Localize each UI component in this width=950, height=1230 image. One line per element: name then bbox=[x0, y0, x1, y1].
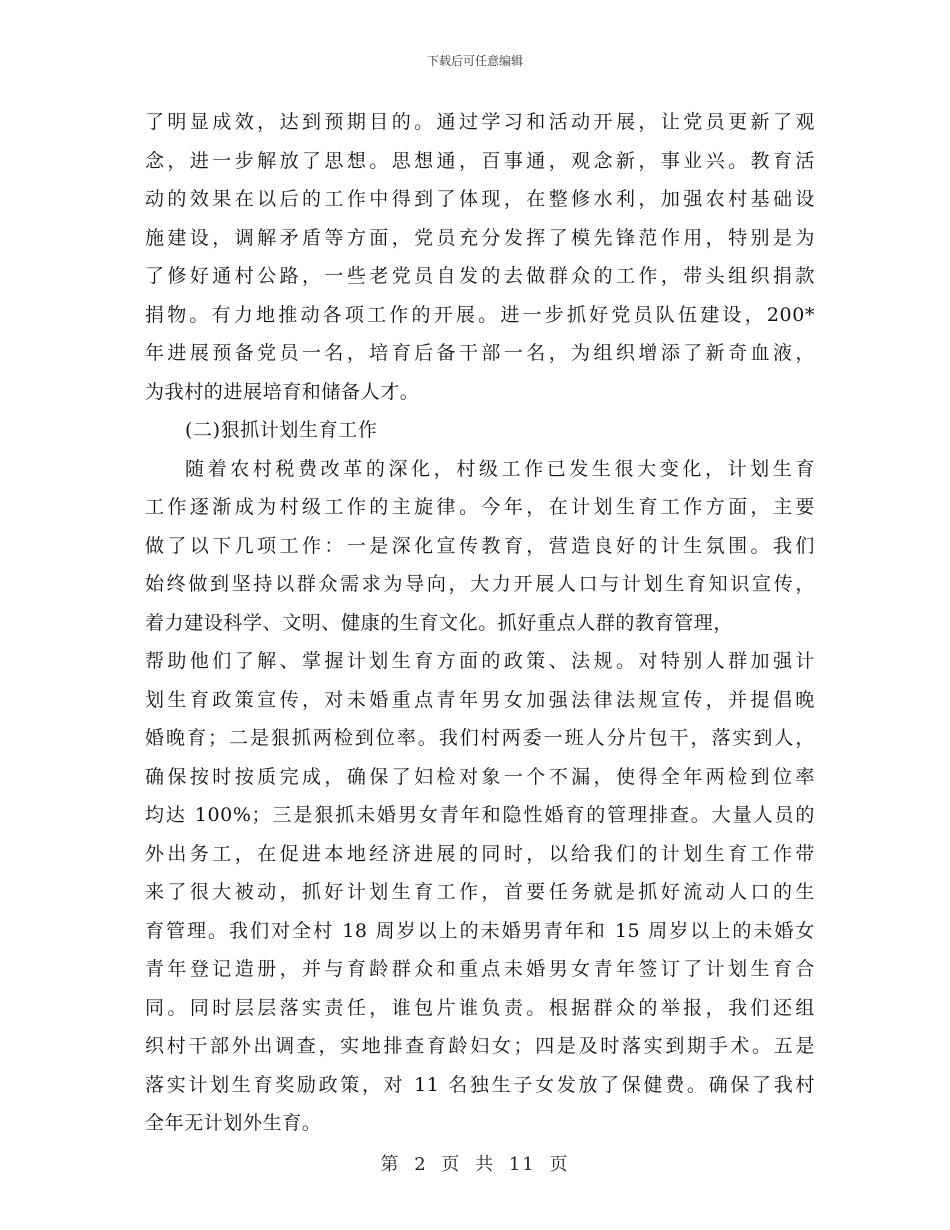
text-line: 着力建设科学、文明、健康的生育文化。抓好重点人群的教育管理， bbox=[145, 611, 734, 634]
text-line: 育管理。我们对全村 18 周岁以上的未婚男青年和 15 周岁以上的未婚女 bbox=[145, 919, 815, 942]
text-line: 了修好通村公路，一些老党员自发的去做群众的工作，带头组织捐款 bbox=[145, 265, 815, 287]
text-line: 做了以下几项工作：一是深化宣传教育，营造良好的计生氛围。我们 bbox=[145, 534, 815, 557]
text-line: 来了很大被动，抓好计划生育工作，首要任务就是抓好流动人口的生 bbox=[145, 881, 815, 903]
text-line: 施建设，调解矛盾等方面，党员充分发挥了模先锋范作用，特别是为 bbox=[145, 226, 815, 249]
text-line: 随着农村税费改革的深化，村级工作已发生很大变化，计划生育 bbox=[185, 457, 815, 480]
text-line: 外出务工，在促进本地经济进展的同时，以给我们的计划生育工作带 bbox=[145, 842, 815, 865]
text-line: 了明显成效，达到预期目的。通过学习和活动开展，让党员更新了观 bbox=[145, 111, 815, 133]
text-line: 动的效果在以后的工作中得到了体现，在整修水利，加强农村基础设 bbox=[145, 188, 815, 210]
text-line: 年进展预备党员一名，培育后备干部一名，为组织增添了新奇血液， bbox=[145, 342, 815, 364]
text-line: 为我村的进展培育和储备人才。 bbox=[145, 380, 420, 403]
page-number: 第 2 页 共 11 页 bbox=[380, 1154, 570, 1175]
text-line: 工作逐渐成为村级工作的主旋律。今年，在计划生育工作方面，主要 bbox=[145, 496, 815, 518]
text-line: 婚晚育；二是狠抓两检到位率。我们村两委一班人分片包干，落实到人， bbox=[145, 727, 815, 749]
text-line: 帮助他们了解、掌握计划生育方面的政策、法规。对特别人群加强计 bbox=[145, 650, 815, 672]
section-heading: (二)狠抓计划生育工作 bbox=[185, 419, 378, 441]
page-header-note: 下载后可任意编辑 bbox=[426, 54, 523, 68]
text-line: 落实计划生育奖励政策，对 11 名独生子女发放了保健费。确保了我村 bbox=[145, 1073, 815, 1096]
text-line: 捐物。有力地推动各项工作的开展。进一步抓好党员队伍建设，200* bbox=[145, 303, 815, 326]
text-line: 确保按时按质完成，确保了妇检对象一个不漏，使得全年两检到位率 bbox=[145, 765, 815, 788]
text-line: 青年登记造册，并与育龄群众和重点未婚男女青年签订了计划生育合 bbox=[145, 958, 815, 980]
text-line: 念，进一步解放了思想。思想通，百事通，观念新，事业兴。教育活 bbox=[145, 149, 815, 172]
text-line: 全年无计划外生育。 bbox=[145, 1112, 322, 1134]
text-line: 均达 100%；三是狠抓未婚男女青年和隐性婚育的管理排查。大量人员的 bbox=[145, 804, 815, 826]
document-body bbox=[145, 103, 815, 1143]
text-line: 始终做到坚持以群众需求为导向，大力开展人口与计划生育知识宣传， bbox=[145, 573, 815, 595]
text-line: 织村干部外出调查，实地排查育龄妇女；四是及时落实到期手术。五是 bbox=[145, 1035, 815, 1057]
text-line: 划生育政策宣传，对未婚重点青年男女加强法律法规宣传，并提倡晚 bbox=[145, 688, 815, 711]
text-line: 同。同时层层落实责任，谁包片谁负责。根据群众的举报，我们还组 bbox=[145, 996, 815, 1019]
